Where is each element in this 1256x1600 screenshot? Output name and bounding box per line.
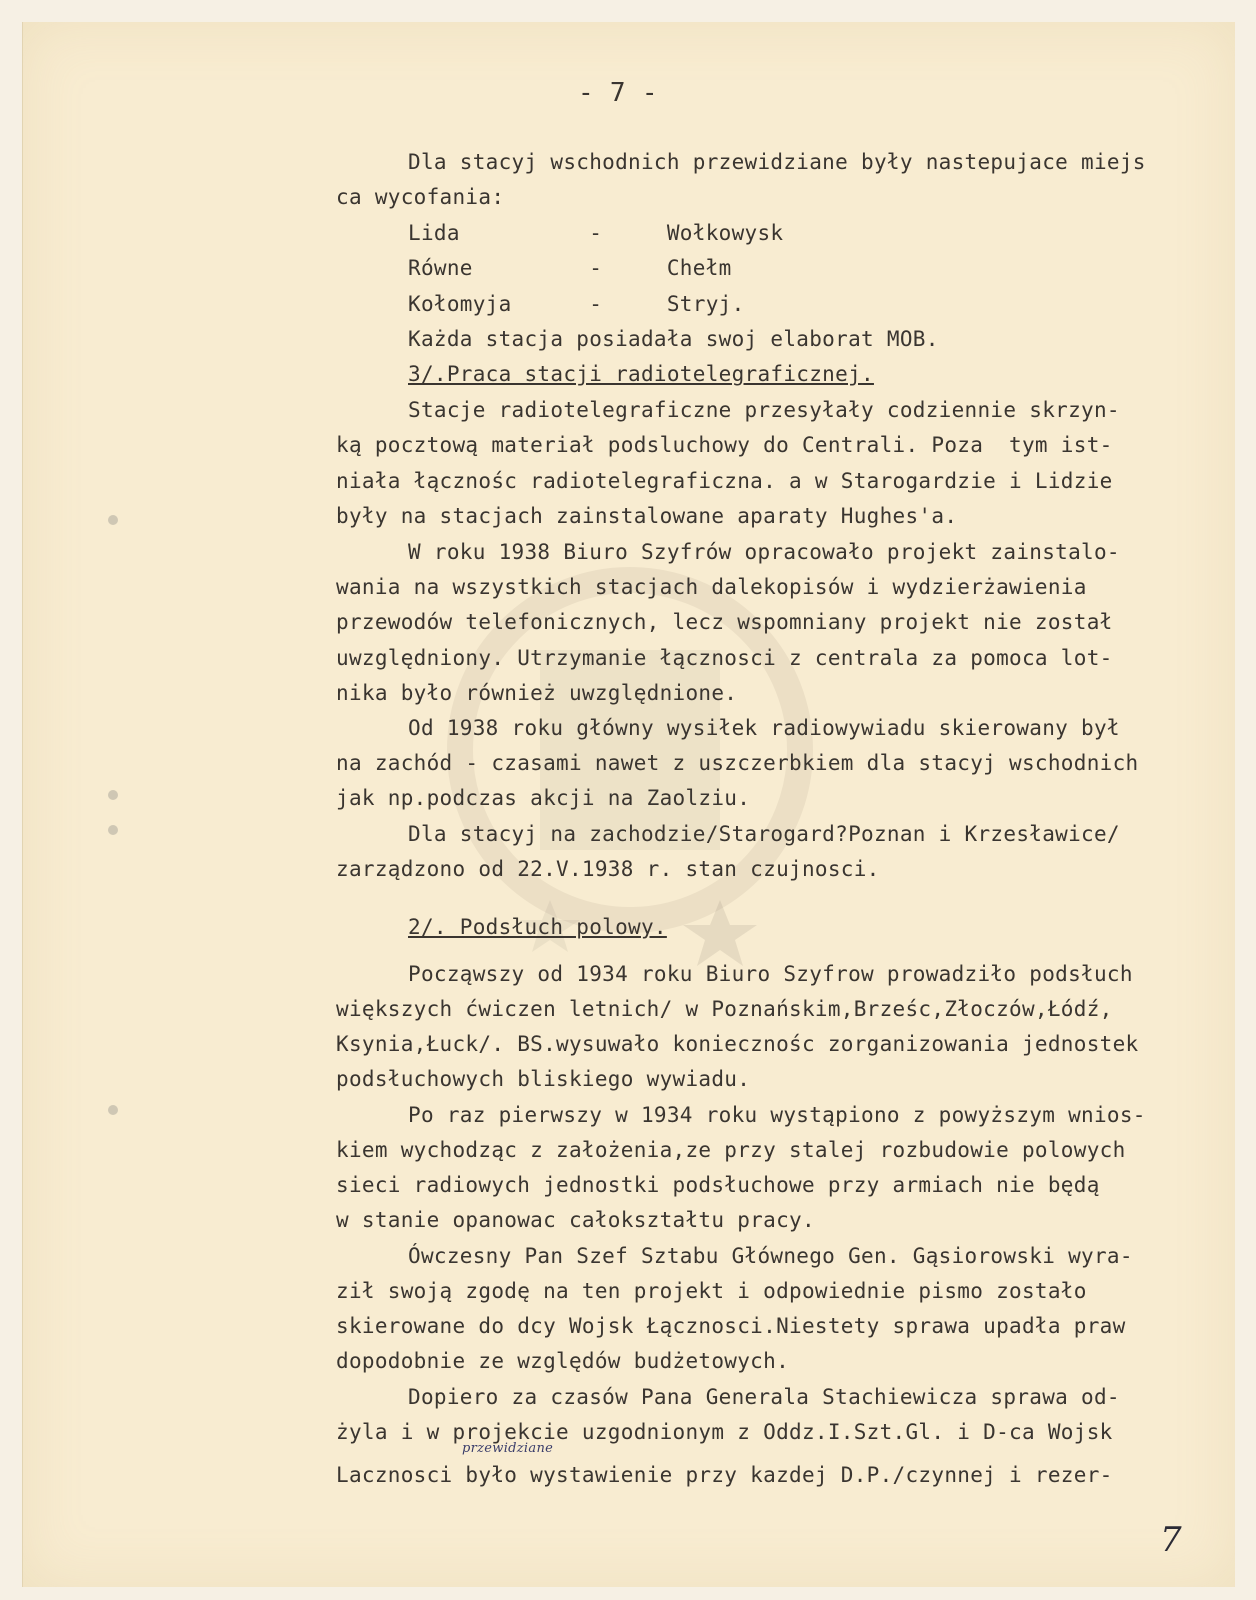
text-line: jak np.podczas akcji na Zaolziu. <box>336 786 751 810</box>
text-line: Dla stacyj na zachodzie/Starogard?Poznan i Krzesławice/ <box>408 822 1120 846</box>
text-line: Od 1938 roku główny wysiłek radiowywiadu skierowany był <box>408 716 1120 740</box>
text-line: podsłuchowych bliskiego wywiadu. <box>336 1067 751 1091</box>
binding-mark <box>108 790 118 800</box>
binding-mark <box>108 825 118 835</box>
text-line: Począwszy od 1934 roku Biuro Szyfrow prowadziło podsłuch <box>408 962 1133 986</box>
text-line: niała łącznośc radiotelegraficzna. a w Starogardzie i Lidzie <box>336 469 1113 493</box>
text-line: wania na wszystkich stacjach dalekopisów i wydzierżawienia <box>336 575 1087 599</box>
page-number: - 7 - <box>578 78 658 108</box>
text-line: w stanie opanowac całokształtu pracy. <box>336 1208 815 1232</box>
text-line: Stacje radiotelegraficzne przesyłały codziennie skrzyn- <box>408 398 1120 422</box>
text-line: Lacznosci było wystawienie przy kazdej D.P./czynnej i rezer- <box>336 1463 1113 1487</box>
text-line: ca wycofania: <box>336 185 505 209</box>
text-line: ził swoją zgodę na ten projekt i odpowiednie pismo zostało <box>336 1279 1087 1303</box>
text-line: uwzględniony. Utrzymanie łącznosci z centrala za pomoca lot- <box>336 646 1113 670</box>
text-line: W roku 1938 Biuro Szyfrów opracowało projekt zainstalo- <box>408 540 1120 564</box>
section-heading: 3/.Praca stacji radiotelegraficznej. <box>408 362 874 386</box>
section-heading: 2/. Podsłuch polowy. <box>408 915 667 939</box>
text-line: ką pocztową materiał podsluchowy do Centrali. Poza tym ist- <box>336 433 1113 457</box>
text-line: żyla i w projekcie uzgodnionym z Oddz.I.Szt.Gl. i D-ca Wojsk <box>336 1420 1113 1444</box>
text-line: kiem wychodząc z założenia,ze przy stalej rozbudowie polowych <box>336 1138 1126 1162</box>
text-line: na zachód - czasami nawet z uszczerbkiem dla stacyj wschodnich <box>336 751 1139 775</box>
text-line: Ksynia,Łuck/. BS.wysuwało koniecznośc zorganizowania jednostek <box>336 1032 1139 1056</box>
text-line: dopodobnie ze względów budżetowych. <box>336 1349 790 1373</box>
text-line: nika było również uwzględnione. <box>336 681 738 705</box>
text-line: zarządzono od 22.V.1938 r. stan czujnosci. <box>336 857 880 881</box>
text-line: Ówczesny Pan Szef Sztabu Głównego Gen. Gąsiorowski wyra- <box>408 1244 1133 1268</box>
text-line: skierowane do dcy Wojsk Łącznosci.Niestety sprawa upadła praw <box>336 1314 1126 1338</box>
binding-mark <box>108 1105 118 1115</box>
text-line: sieci radiowych jednostki podsłuchowe przy armiach nie będą <box>336 1173 1100 1197</box>
text-line: Każda stacja posiadała swoj elaborat MOB. <box>408 327 939 351</box>
text-line: Lida - Wołkowysk <box>408 221 784 245</box>
text-line: większych ćwiczen letnich/ w Poznańskim,Brześc,Złoczów,Łódź, <box>336 997 1113 1021</box>
text-line: Dla stacyj wschodnich przewidziane były nastepujace miejs <box>408 150 1146 174</box>
text-line: Dopiero za czasów Pana Generala Stachiewicza sprawa od- <box>408 1385 1120 1409</box>
text-line: Równe - Chełm <box>408 256 732 280</box>
binding-mark <box>108 515 118 525</box>
text-line: Po raz pierwszy w 1934 roku wystąpiono z powyższym wnios- <box>408 1103 1146 1127</box>
handwritten-insert: przewidziane <box>462 1441 554 1456</box>
handwritten-page-number: 7 <box>1160 1520 1182 1560</box>
text-line: przewodów telefonicznych, lecz wspomniany projekt nie został <box>336 610 1113 634</box>
text-line: były na stacjach zainstalowane aparaty Hughes'a. <box>336 504 958 528</box>
text-line: Kołomyja - Stryj. <box>408 292 745 316</box>
